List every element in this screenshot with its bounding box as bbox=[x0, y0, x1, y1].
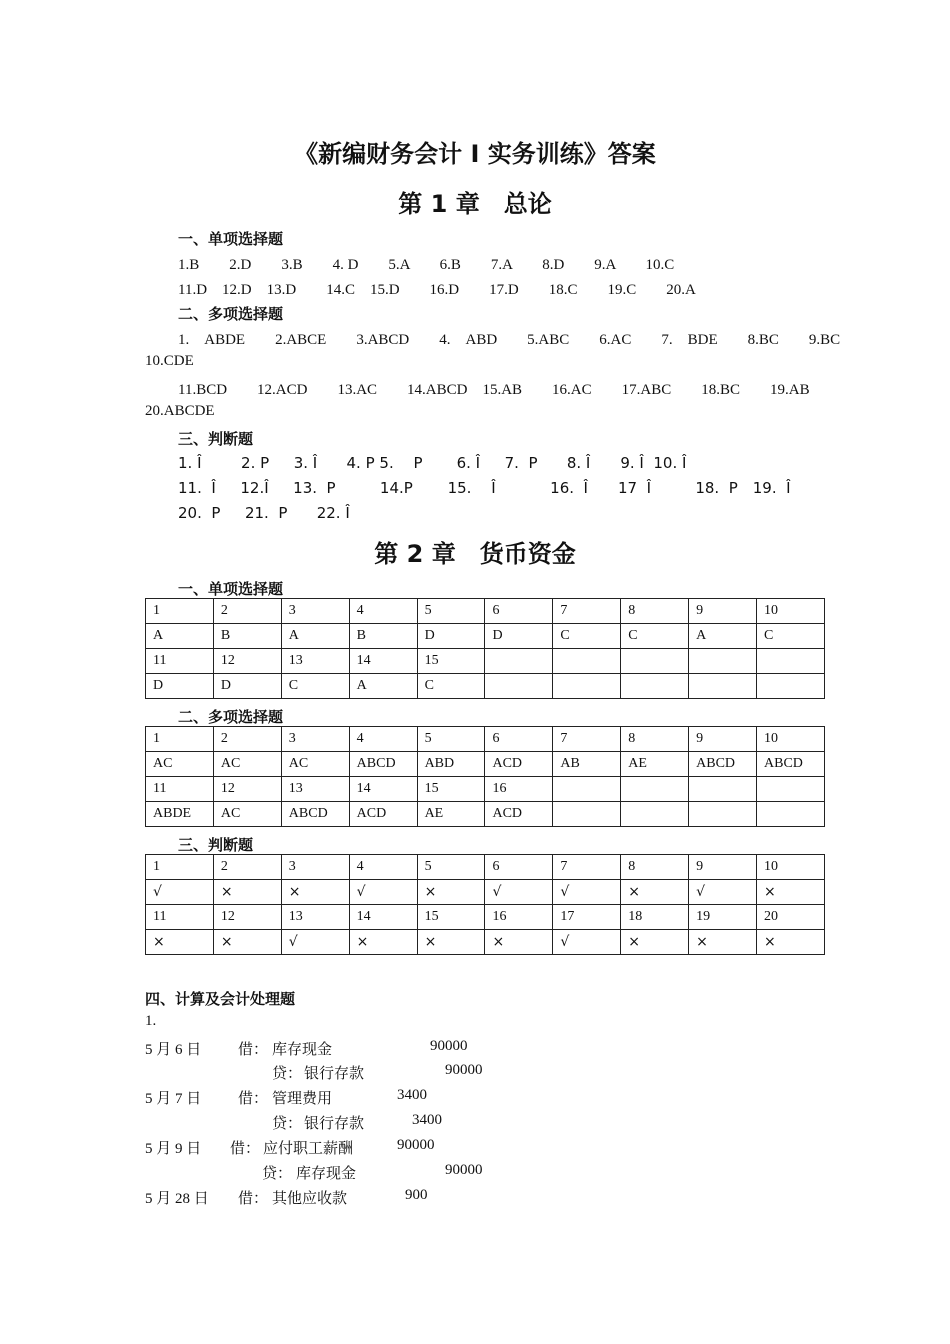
table-cell: √ bbox=[485, 880, 553, 905]
table-cell: 2 bbox=[213, 855, 281, 880]
table-cell: 5 bbox=[417, 727, 485, 752]
table-cell bbox=[689, 777, 757, 802]
table-cell: ACD bbox=[349, 802, 417, 827]
table-cell: 2 bbox=[213, 727, 281, 752]
entry-side: 借： bbox=[238, 1042, 269, 1058]
table-cell: C bbox=[281, 674, 349, 699]
ch1-tf-line-2: 11. Î 12.Î 13. P 14.P 15. Î 16. Î 17 Î 18. P 19. Î bbox=[178, 479, 791, 497]
table-cell: × bbox=[417, 930, 485, 955]
table-cell: 8 bbox=[621, 855, 689, 880]
entry-side: 贷： bbox=[272, 1066, 303, 1082]
table-cell: AC bbox=[213, 802, 281, 827]
table-cell bbox=[689, 674, 757, 699]
table-cell: 7 bbox=[553, 727, 621, 752]
table-cell: × bbox=[146, 930, 214, 955]
entry-amount: 90000 bbox=[445, 1062, 483, 1078]
table-cell: A bbox=[349, 674, 417, 699]
table-row bbox=[146, 674, 825, 699]
table-cell: ABCD bbox=[281, 802, 349, 827]
ch1-multi-line-1: 1. ABDE 2.ABCE 3.ABCD 4. ABD 5.ABC 6.AC 7. BDE 8.BC 9.BC bbox=[178, 332, 841, 348]
ch1-section-true-false: 三、判断题 bbox=[178, 430, 254, 448]
table-cell: 13 bbox=[281, 905, 349, 930]
ch2-section-multi-choice: 二、多项选择题 bbox=[178, 708, 284, 726]
table-cell: 3 bbox=[281, 855, 349, 880]
table-cell: √ bbox=[553, 930, 621, 955]
entry-amount: 90000 bbox=[397, 1137, 435, 1153]
table-cell: 6 bbox=[485, 599, 553, 624]
chapter-1-title: 第 1 章 总论 bbox=[398, 190, 552, 218]
table-cell: AC bbox=[213, 752, 281, 777]
table-cell: √ bbox=[146, 880, 214, 905]
entry-side: 贷： bbox=[272, 1116, 303, 1132]
table-cell: AB bbox=[553, 752, 621, 777]
table-cell: 11 bbox=[146, 777, 214, 802]
table-cell: × bbox=[757, 880, 825, 905]
entry-amount: 90000 bbox=[430, 1038, 468, 1054]
table-cell: A bbox=[689, 624, 757, 649]
entry-side: 借： bbox=[238, 1091, 269, 1107]
table-row bbox=[146, 855, 825, 880]
table-cell: √ bbox=[281, 930, 349, 955]
table-row bbox=[146, 624, 825, 649]
table-row bbox=[146, 649, 825, 674]
table-cell bbox=[757, 674, 825, 699]
table-cell: 15 bbox=[417, 777, 485, 802]
table-cell: 12 bbox=[213, 649, 281, 674]
table-cell: A bbox=[281, 624, 349, 649]
entry-date: 5 月 28 日 bbox=[145, 1191, 209, 1207]
table-row bbox=[146, 905, 825, 930]
ch2-section-single-choice: 一、单项选择题 bbox=[178, 580, 284, 598]
table-cell: 5 bbox=[417, 855, 485, 880]
table-cell: 12 bbox=[213, 777, 281, 802]
table-cell bbox=[553, 777, 621, 802]
table-cell: D bbox=[417, 624, 485, 649]
table-cell: 14 bbox=[349, 649, 417, 674]
table-cell bbox=[621, 777, 689, 802]
table-cell: 1 bbox=[146, 727, 214, 752]
table-cell: 10 bbox=[757, 855, 825, 880]
table-cell: 15 bbox=[417, 649, 485, 674]
table-cell: 4 bbox=[349, 727, 417, 752]
table-cell: × bbox=[417, 880, 485, 905]
ch2-true-false-table bbox=[145, 854, 825, 955]
table-cell bbox=[485, 674, 553, 699]
table-cell: 5 bbox=[417, 599, 485, 624]
entry-account: 应付职工薪酬 bbox=[263, 1141, 354, 1157]
table-cell: 13 bbox=[281, 777, 349, 802]
table-cell: D bbox=[146, 674, 214, 699]
table-cell: 10 bbox=[757, 727, 825, 752]
entry-account: 库存现金 bbox=[272, 1042, 333, 1058]
table-cell bbox=[689, 802, 757, 827]
entry-account: 其他应收款 bbox=[272, 1191, 348, 1207]
table-cell: B bbox=[349, 624, 417, 649]
ch1-multi-line-4: 20.ABCDE bbox=[145, 403, 215, 419]
table-cell bbox=[689, 649, 757, 674]
table-cell bbox=[757, 777, 825, 802]
table-cell: ABCD bbox=[349, 752, 417, 777]
table-cell: AC bbox=[146, 752, 214, 777]
entry-amount: 90000 bbox=[445, 1162, 483, 1178]
table-cell: √ bbox=[553, 880, 621, 905]
table-cell: ABD bbox=[417, 752, 485, 777]
table-cell: × bbox=[757, 930, 825, 955]
table-cell: 17 bbox=[553, 905, 621, 930]
table-cell: 13 bbox=[281, 649, 349, 674]
table-cell: 11 bbox=[146, 649, 214, 674]
table-cell: 6 bbox=[485, 727, 553, 752]
table-cell: 8 bbox=[621, 727, 689, 752]
table-cell: C bbox=[757, 624, 825, 649]
entry-amount: 3400 bbox=[412, 1112, 442, 1128]
entry-amount: 3400 bbox=[397, 1087, 427, 1103]
table-cell: 20 bbox=[757, 905, 825, 930]
table-cell bbox=[553, 802, 621, 827]
table-cell: × bbox=[689, 930, 757, 955]
ch1-single-line-1: 1.B 2.D 3.B 4. D 5.A 6.B 7.A 8.D 9.A 10.C bbox=[178, 257, 675, 273]
table-cell: 6 bbox=[485, 855, 553, 880]
table-cell: × bbox=[213, 880, 281, 905]
table-cell: 19 bbox=[689, 905, 757, 930]
table-row bbox=[146, 727, 825, 752]
table-cell: √ bbox=[349, 880, 417, 905]
ch1-tf-line-1: 1. Î 2. P 3. Î 4. P 5. P 6. Î 7. P 8. Î 9. Î 10. Î bbox=[178, 454, 687, 472]
ch2-section-calculation: 四、计算及会计处理题 bbox=[145, 990, 296, 1008]
table-row bbox=[146, 777, 825, 802]
table-cell: 15 bbox=[417, 905, 485, 930]
table-cell: D bbox=[213, 674, 281, 699]
ch1-section-single-choice: 一、单项选择题 bbox=[178, 230, 284, 248]
table-cell: ABCD bbox=[689, 752, 757, 777]
table-cell: A bbox=[146, 624, 214, 649]
entry-date: 5 月 9 日 bbox=[145, 1141, 202, 1157]
entry-account: 银行存款 bbox=[304, 1116, 365, 1132]
table-cell: ABDE bbox=[146, 802, 214, 827]
table-cell: D bbox=[485, 624, 553, 649]
table-row bbox=[146, 752, 825, 777]
table-cell bbox=[553, 649, 621, 674]
table-cell: C bbox=[417, 674, 485, 699]
table-cell: × bbox=[485, 930, 553, 955]
entry-account: 库存现金 bbox=[296, 1166, 357, 1182]
table-cell bbox=[485, 649, 553, 674]
table-cell: 11 bbox=[146, 905, 214, 930]
ch1-multi-line-2: 10.CDE bbox=[145, 353, 194, 369]
entry-account: 银行存款 bbox=[304, 1066, 365, 1082]
table-row bbox=[146, 930, 825, 955]
entry-date: 5 月 7 日 bbox=[145, 1091, 202, 1107]
table-cell: AE bbox=[417, 802, 485, 827]
ch2-multi-choice-table bbox=[145, 726, 825, 827]
question-number: 1. bbox=[145, 1013, 157, 1029]
table-cell: AE bbox=[621, 752, 689, 777]
table-cell: 9 bbox=[689, 727, 757, 752]
table-cell: 16 bbox=[485, 777, 553, 802]
table-cell: 7 bbox=[553, 855, 621, 880]
table-cell: B bbox=[213, 624, 281, 649]
document-title: 《新编财务会计 I 实务训练》答案 bbox=[294, 140, 656, 168]
entry-amount: 900 bbox=[405, 1187, 428, 1203]
table-cell: 14 bbox=[349, 905, 417, 930]
table-cell: × bbox=[213, 930, 281, 955]
entry-side: 贷： bbox=[262, 1166, 293, 1182]
table-cell: 4 bbox=[349, 599, 417, 624]
table-cell: × bbox=[621, 880, 689, 905]
chapter-2-title: 第 2 章 货币资金 bbox=[374, 540, 576, 568]
table-cell: 8 bbox=[621, 599, 689, 624]
table-row bbox=[146, 802, 825, 827]
table-cell: 18 bbox=[621, 905, 689, 930]
table-cell: C bbox=[553, 624, 621, 649]
table-cell bbox=[621, 802, 689, 827]
table-cell: 1 bbox=[146, 599, 214, 624]
table-cell: × bbox=[621, 930, 689, 955]
entry-account: 管理费用 bbox=[272, 1091, 333, 1107]
table-cell: 14 bbox=[349, 777, 417, 802]
entry-date: 5 月 6 日 bbox=[145, 1042, 202, 1058]
table-cell: AC bbox=[281, 752, 349, 777]
ch2-single-choice-table bbox=[145, 598, 825, 699]
table-cell: 12 bbox=[213, 905, 281, 930]
ch1-multi-line-3: 11.BCD 12.ACD 13.AC 14.ABCD 15.AB 16.AC 17.ABC 18.BC 19.AB bbox=[178, 382, 810, 398]
table-cell bbox=[621, 649, 689, 674]
table-cell: 3 bbox=[281, 599, 349, 624]
table-cell: C bbox=[621, 624, 689, 649]
table-cell: ACD bbox=[485, 802, 553, 827]
table-cell: × bbox=[349, 930, 417, 955]
table-cell: 9 bbox=[689, 599, 757, 624]
table-cell bbox=[757, 649, 825, 674]
table-cell: 4 bbox=[349, 855, 417, 880]
table-cell: 10 bbox=[757, 599, 825, 624]
table-cell: ACD bbox=[485, 752, 553, 777]
table-cell: 9 bbox=[689, 855, 757, 880]
ch1-tf-line-3: 20. P 21. P 22. Î bbox=[178, 504, 350, 522]
table-cell bbox=[757, 802, 825, 827]
entry-side: 借： bbox=[238, 1191, 269, 1207]
table-cell: × bbox=[281, 880, 349, 905]
ch2-section-true-false: 三、判断题 bbox=[178, 836, 254, 854]
ch1-section-multi-choice: 二、多项选择题 bbox=[178, 305, 284, 323]
table-cell: 7 bbox=[553, 599, 621, 624]
table-cell: 1 bbox=[146, 855, 214, 880]
table-cell bbox=[621, 674, 689, 699]
table-cell: √ bbox=[689, 880, 757, 905]
entry-side: 借： bbox=[230, 1141, 261, 1157]
table-cell: ABCD bbox=[757, 752, 825, 777]
table-row bbox=[146, 880, 825, 905]
ch1-single-line-2: 11.D 12.D 13.D 14.C 15.D 16.D 17.D 18.C 19.C 20.A bbox=[178, 282, 696, 298]
table-cell bbox=[553, 674, 621, 699]
table-cell: 16 bbox=[485, 905, 553, 930]
table-cell: 3 bbox=[281, 727, 349, 752]
table-row bbox=[146, 599, 825, 624]
table-cell: 2 bbox=[213, 599, 281, 624]
